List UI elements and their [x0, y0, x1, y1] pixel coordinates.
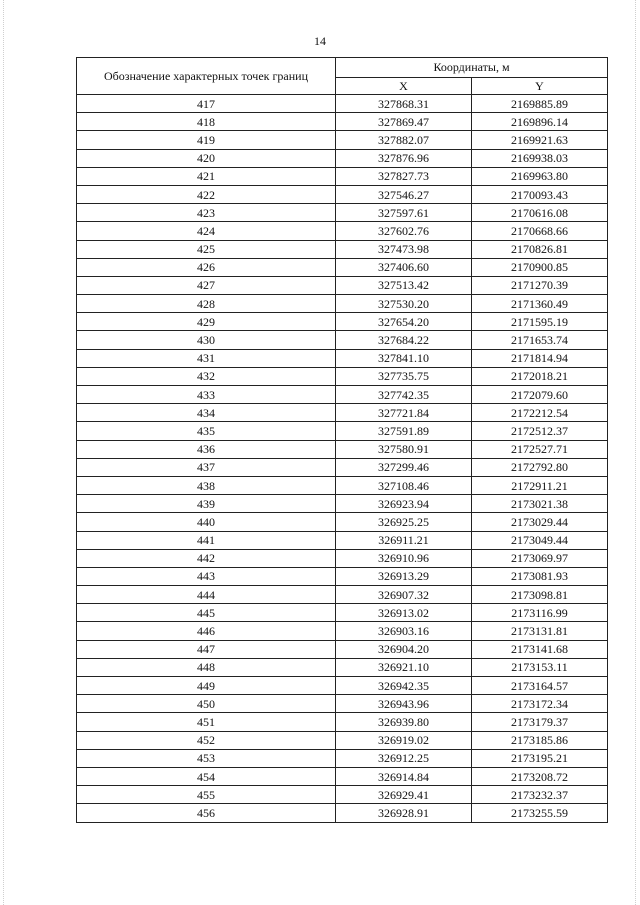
table-row	[77, 295, 608, 313]
x-coordinate-cell: 326904.20	[336, 640, 472, 658]
x-coordinate-cell: 327869.47	[336, 113, 472, 131]
y-coordinate-cell: 2173195.21	[472, 749, 608, 767]
y-coordinate-cell: 2171595.19	[472, 313, 608, 331]
point-number-cell: 452	[77, 731, 336, 749]
x-coordinate-cell: 326903.16	[336, 622, 472, 640]
header-x: X	[336, 77, 472, 94]
table-row	[77, 695, 608, 713]
y-coordinate-cell: 2173172.34	[472, 695, 608, 713]
y-coordinate-cell: 2172018.21	[472, 367, 608, 385]
x-coordinate-cell: 327735.75	[336, 367, 472, 385]
y-coordinate-cell: 2170668.66	[472, 222, 608, 240]
table-row	[77, 313, 608, 331]
point-number-cell: 436	[77, 440, 336, 458]
y-coordinate-cell: 2171653.74	[472, 331, 608, 349]
table-row	[77, 622, 608, 640]
table-row	[77, 458, 608, 476]
point-number-cell: 454	[77, 767, 336, 785]
x-coordinate-cell: 327591.89	[336, 422, 472, 440]
y-coordinate-cell: 2171360.49	[472, 295, 608, 313]
x-coordinate-cell: 327299.46	[336, 458, 472, 476]
y-coordinate-cell: 2170093.43	[472, 185, 608, 203]
table-row	[77, 713, 608, 731]
point-number-cell: 426	[77, 258, 336, 276]
y-coordinate-cell: 2173049.44	[472, 531, 608, 549]
y-coordinate-cell: 2173141.68	[472, 640, 608, 658]
point-number-cell: 441	[77, 531, 336, 549]
table-row	[77, 167, 608, 185]
y-coordinate-cell: 2173185.86	[472, 731, 608, 749]
table-row	[77, 149, 608, 167]
table-row	[77, 258, 608, 276]
x-coordinate-cell: 326929.41	[336, 786, 472, 804]
point-number-cell: 429	[77, 313, 336, 331]
table-row	[77, 404, 608, 422]
table-row	[77, 586, 608, 604]
x-coordinate-cell: 327530.20	[336, 295, 472, 313]
point-number-cell: 455	[77, 786, 336, 804]
table-row	[77, 767, 608, 785]
x-coordinate-cell: 326913.02	[336, 604, 472, 622]
y-coordinate-cell: 2172079.60	[472, 386, 608, 404]
x-coordinate-cell: 327406.60	[336, 258, 472, 276]
point-number-cell: 431	[77, 349, 336, 367]
left-page-edge	[3, 0, 5, 905]
x-coordinate-cell: 327876.96	[336, 149, 472, 167]
right-page-edge	[635, 0, 637, 905]
table-body	[77, 95, 608, 823]
point-number-cell: 420	[77, 149, 336, 167]
point-number-cell: 433	[77, 386, 336, 404]
y-coordinate-cell: 2169896.14	[472, 113, 608, 131]
x-coordinate-cell: 327602.76	[336, 222, 472, 240]
page-number: 14	[314, 34, 326, 48]
point-number-cell: 444	[77, 586, 336, 604]
y-coordinate-cell: 2169921.63	[472, 131, 608, 149]
point-number-cell: 439	[77, 495, 336, 513]
x-coordinate-cell: 326942.35	[336, 677, 472, 695]
point-number-cell: 435	[77, 422, 336, 440]
point-number-cell: 421	[77, 167, 336, 185]
table-row	[77, 731, 608, 749]
x-coordinate-cell: 326939.80	[336, 713, 472, 731]
x-coordinate-cell: 327654.20	[336, 313, 472, 331]
point-number-cell: 427	[77, 276, 336, 294]
table-row	[77, 386, 608, 404]
coordinates-table	[76, 57, 608, 823]
point-number-cell: 424	[77, 222, 336, 240]
point-number-cell: 422	[77, 185, 336, 203]
table-row	[77, 658, 608, 676]
table-row	[77, 804, 608, 822]
point-number-cell: 418	[77, 113, 336, 131]
table-row	[77, 786, 608, 804]
x-coordinate-cell: 327473.98	[336, 240, 472, 258]
point-number-cell: 438	[77, 476, 336, 494]
table-row	[77, 113, 608, 131]
point-number-cell: 453	[77, 749, 336, 767]
point-number-cell: 447	[77, 640, 336, 658]
point-number-cell: 440	[77, 513, 336, 531]
x-coordinate-cell: 326911.21	[336, 531, 472, 549]
point-number-cell: 428	[77, 295, 336, 313]
x-coordinate-cell: 326921.10	[336, 658, 472, 676]
point-number-cell: 437	[77, 458, 336, 476]
y-coordinate-cell: 2169963.80	[472, 167, 608, 185]
table-row	[77, 222, 608, 240]
y-coordinate-cell: 2173164.57	[472, 677, 608, 695]
point-number-cell: 456	[77, 804, 336, 822]
y-coordinate-cell: 2171814.94	[472, 349, 608, 367]
x-coordinate-cell: 326907.32	[336, 586, 472, 604]
x-coordinate-cell: 327108.46	[336, 476, 472, 494]
point-number-cell: 425	[77, 240, 336, 258]
point-number-cell: 423	[77, 204, 336, 222]
table-header	[77, 58, 608, 95]
x-coordinate-cell: 327742.35	[336, 386, 472, 404]
point-number-cell: 449	[77, 677, 336, 695]
point-number-cell: 432	[77, 367, 336, 385]
table-row	[77, 531, 608, 549]
point-number-cell: 448	[77, 658, 336, 676]
point-number-cell: 417	[77, 95, 336, 113]
x-coordinate-cell: 326925.25	[336, 513, 472, 531]
header-point-designation: Обозначение характерных точек границ	[77, 58, 336, 95]
y-coordinate-cell: 2172911.21	[472, 476, 608, 494]
x-coordinate-cell: 327841.10	[336, 349, 472, 367]
y-coordinate-cell: 2173116.99	[472, 604, 608, 622]
table-row	[77, 604, 608, 622]
table-row	[77, 440, 608, 458]
table-row	[77, 749, 608, 767]
y-coordinate-cell: 2173232.37	[472, 786, 608, 804]
y-coordinate-cell: 2172512.37	[472, 422, 608, 440]
x-coordinate-cell: 326923.94	[336, 495, 472, 513]
y-coordinate-cell: 2173081.93	[472, 567, 608, 585]
table-row	[77, 640, 608, 658]
table-row	[77, 367, 608, 385]
point-number-cell: 442	[77, 549, 336, 567]
point-number-cell: 419	[77, 131, 336, 149]
point-number-cell: 450	[77, 695, 336, 713]
y-coordinate-cell: 2173131.81	[472, 622, 608, 640]
table-row	[77, 513, 608, 531]
y-coordinate-cell: 2172527.71	[472, 440, 608, 458]
table-row	[77, 331, 608, 349]
y-coordinate-cell: 2170616.08	[472, 204, 608, 222]
x-coordinate-cell: 327597.61	[336, 204, 472, 222]
y-coordinate-cell: 2169885.89	[472, 95, 608, 113]
y-coordinate-cell: 2170900.85	[472, 258, 608, 276]
table-row	[77, 476, 608, 494]
y-coordinate-cell: 2171270.39	[472, 276, 608, 294]
y-coordinate-cell: 2172792.80	[472, 458, 608, 476]
x-coordinate-cell: 327684.22	[336, 331, 472, 349]
table-row	[77, 495, 608, 513]
y-coordinate-cell: 2172212.54	[472, 404, 608, 422]
x-coordinate-cell: 326913.29	[336, 567, 472, 585]
point-number-cell: 451	[77, 713, 336, 731]
table-row	[77, 185, 608, 203]
x-coordinate-cell: 326919.02	[336, 731, 472, 749]
table-row	[77, 677, 608, 695]
x-coordinate-cell: 327827.73	[336, 167, 472, 185]
y-coordinate-cell: 2173153.11	[472, 658, 608, 676]
table-row	[77, 131, 608, 149]
table-row	[77, 204, 608, 222]
point-number-cell: 445	[77, 604, 336, 622]
y-coordinate-cell: 2169938.03	[472, 149, 608, 167]
x-coordinate-cell: 327868.31	[336, 95, 472, 113]
table-row	[77, 349, 608, 367]
x-coordinate-cell: 327882.07	[336, 131, 472, 149]
table-row	[77, 549, 608, 567]
y-coordinate-cell: 2173029.44	[472, 513, 608, 531]
x-coordinate-cell: 326914.84	[336, 767, 472, 785]
point-number-cell: 443	[77, 567, 336, 585]
header-y: Y	[472, 77, 608, 94]
y-coordinate-cell: 2173069.97	[472, 549, 608, 567]
table-row	[77, 422, 608, 440]
x-coordinate-cell: 327513.42	[336, 276, 472, 294]
y-coordinate-cell: 2170826.81	[472, 240, 608, 258]
point-number-cell: 446	[77, 622, 336, 640]
x-coordinate-cell: 326910.96	[336, 549, 472, 567]
y-coordinate-cell: 2173208.72	[472, 767, 608, 785]
table-row	[77, 276, 608, 294]
x-coordinate-cell: 326928.91	[336, 804, 472, 822]
x-coordinate-cell: 327546.27	[336, 185, 472, 203]
x-coordinate-cell: 326912.25	[336, 749, 472, 767]
table-row	[77, 95, 608, 113]
y-coordinate-cell: 2173255.59	[472, 804, 608, 822]
point-number-cell: 434	[77, 404, 336, 422]
header-coordinates: Координаты, м	[336, 58, 608, 78]
table-row	[77, 240, 608, 258]
x-coordinate-cell: 327580.91	[336, 440, 472, 458]
x-coordinate-cell: 326943.96	[336, 695, 472, 713]
point-number-cell: 430	[77, 331, 336, 349]
y-coordinate-cell: 2173179.37	[472, 713, 608, 731]
table-row	[77, 567, 608, 585]
x-coordinate-cell: 327721.84	[336, 404, 472, 422]
y-coordinate-cell: 2173098.81	[472, 586, 608, 604]
y-coordinate-cell: 2173021.38	[472, 495, 608, 513]
